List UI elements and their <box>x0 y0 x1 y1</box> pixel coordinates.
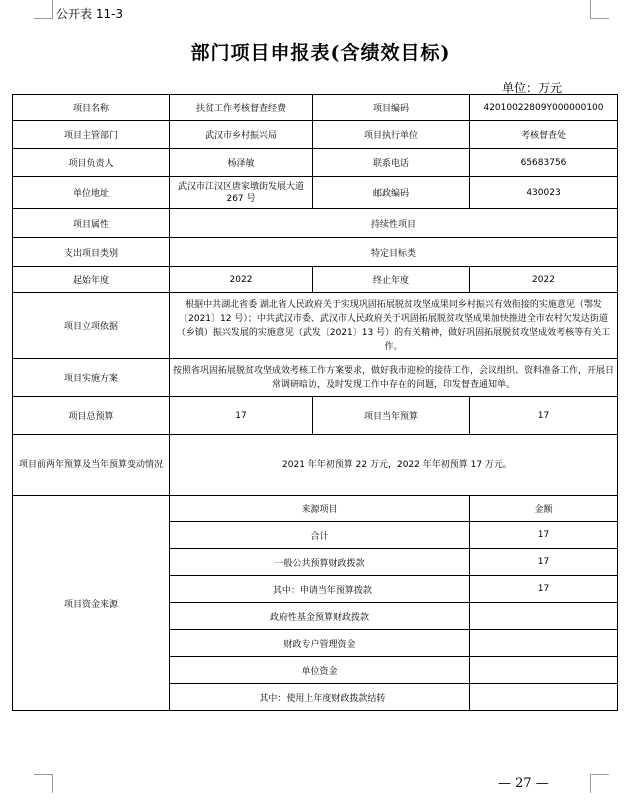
phone-value: 65683756 <box>470 149 618 177</box>
page-number: — 27 — <box>498 776 549 791</box>
dept-label: 项目主管部门 <box>13 121 170 149</box>
crop-mark-bottom-right <box>590 774 609 793</box>
end-year-label: 终止年度 <box>313 267 470 293</box>
fund-row-name: 单位资金 <box>170 657 470 684</box>
end-year-value: 2022 <box>470 267 618 293</box>
basis-value: 根据中共湖北省委 湖北省人民政府关于实现巩固拓展脱贫攻坚成果同乡村振兴有效衔接的实施意见（鄂发〔2021〕12 号）；中共武汉市委、武汉市人民政府关于巩固拓展脱贫攻坚成果加快推进全市农村欠发达街道（乡镇）振兴发展的实施意见（武发〔2021〕13 号）的有关精神，做好巩固拓展脱贫攻坚成效考核等有关工作。 <box>170 293 618 359</box>
fund-row-name: 财政专户管理资金 <box>170 630 470 657</box>
page-title: 部门项目申报表(含绩效目标) <box>190 42 451 64</box>
form-number: 公开表 11-3 <box>56 7 124 21</box>
total-budget-label: 项目总预算 <box>13 397 170 435</box>
plan-value: 按照省巩固拓展脱贫攻坚成效考核工作方案要求，做好我市迎检的接待工作，会议组织、资料准备工作，开展日常调研暗访，及时发现工作中存在的问题，印发督查通知单。 <box>170 359 618 397</box>
attribute-label: 项目属性 <box>13 209 170 238</box>
fund-row-amount <box>470 684 618 711</box>
fund-row-name: 其中：申请当年预算拨款 <box>170 576 470 603</box>
basis-label: 项目立项依据 <box>13 293 170 359</box>
fund-row-amount <box>470 630 618 657</box>
project-name-value: 扶贫工作考核督查经费 <box>170 95 313 121</box>
fund-row-name: 政府性基金预算财政拨款 <box>170 603 470 630</box>
fund-row-name: 一般公共预算财政拨款 <box>170 549 470 576</box>
category-value: 特定目标类 <box>170 238 618 267</box>
exec-unit-label: 项目执行单位 <box>313 121 470 149</box>
fund-source-header: 来源项目 <box>170 496 470 522</box>
fund-amount-header: 金额 <box>470 496 618 522</box>
current-budget-value: 17 <box>470 397 618 435</box>
project-code-label: 项目编码 <box>313 95 470 121</box>
fund-row-name: 合计 <box>170 522 470 549</box>
leader-label: 项目负责人 <box>13 149 170 177</box>
unit-label: 单位：万元 <box>502 81 563 95</box>
crop-mark-top-left <box>34 0 53 19</box>
address-value: 武汉市江汉区唐家墩街发展大道267 号 <box>170 177 313 209</box>
project-name-label: 项目名称 <box>13 95 170 121</box>
plan-label: 项目实施方案 <box>13 359 170 397</box>
start-year-label: 起始年度 <box>13 267 170 293</box>
fund-row-amount <box>470 657 618 684</box>
exec-unit-value: 考核督查处 <box>470 121 618 149</box>
fund-row-amount: 17 <box>470 576 618 603</box>
fund-source-label: 项目资金来源 <box>13 496 170 711</box>
fund-row-amount: 17 <box>470 549 618 576</box>
fund-row-amount <box>470 603 618 630</box>
fund-row-name: 其中：使用上年度财政拨款结转 <box>170 684 470 711</box>
budget-change-label: 项目前两年预算及当年预算变动情况 <box>13 435 170 496</box>
start-year-value: 2022 <box>170 267 313 293</box>
crop-mark-bottom-left <box>34 774 53 793</box>
crop-mark-top-right <box>590 0 609 19</box>
dept-value: 武汉市乡村振兴局 <box>170 121 313 149</box>
leader-value: 杨泽敏 <box>170 149 313 177</box>
fund-row-amount: 17 <box>470 522 618 549</box>
zip-value: 430023 <box>470 177 618 209</box>
zip-label: 邮政编码 <box>313 177 470 209</box>
address-label: 单位地址 <box>13 177 170 209</box>
total-budget-value: 17 <box>170 397 313 435</box>
category-label: 支出项目类别 <box>13 238 170 267</box>
current-budget-label: 项目当年预算 <box>313 397 470 435</box>
project-code-value: 42010022809Y000000100 <box>470 95 618 121</box>
budget-change-value: 2021 年年初预算 22 万元，2022 年年初预算 17 万元。 <box>170 435 618 496</box>
phone-label: 联系电话 <box>313 149 470 177</box>
project-table <box>12 94 618 711</box>
attribute-value: 持续性项目 <box>170 209 618 238</box>
